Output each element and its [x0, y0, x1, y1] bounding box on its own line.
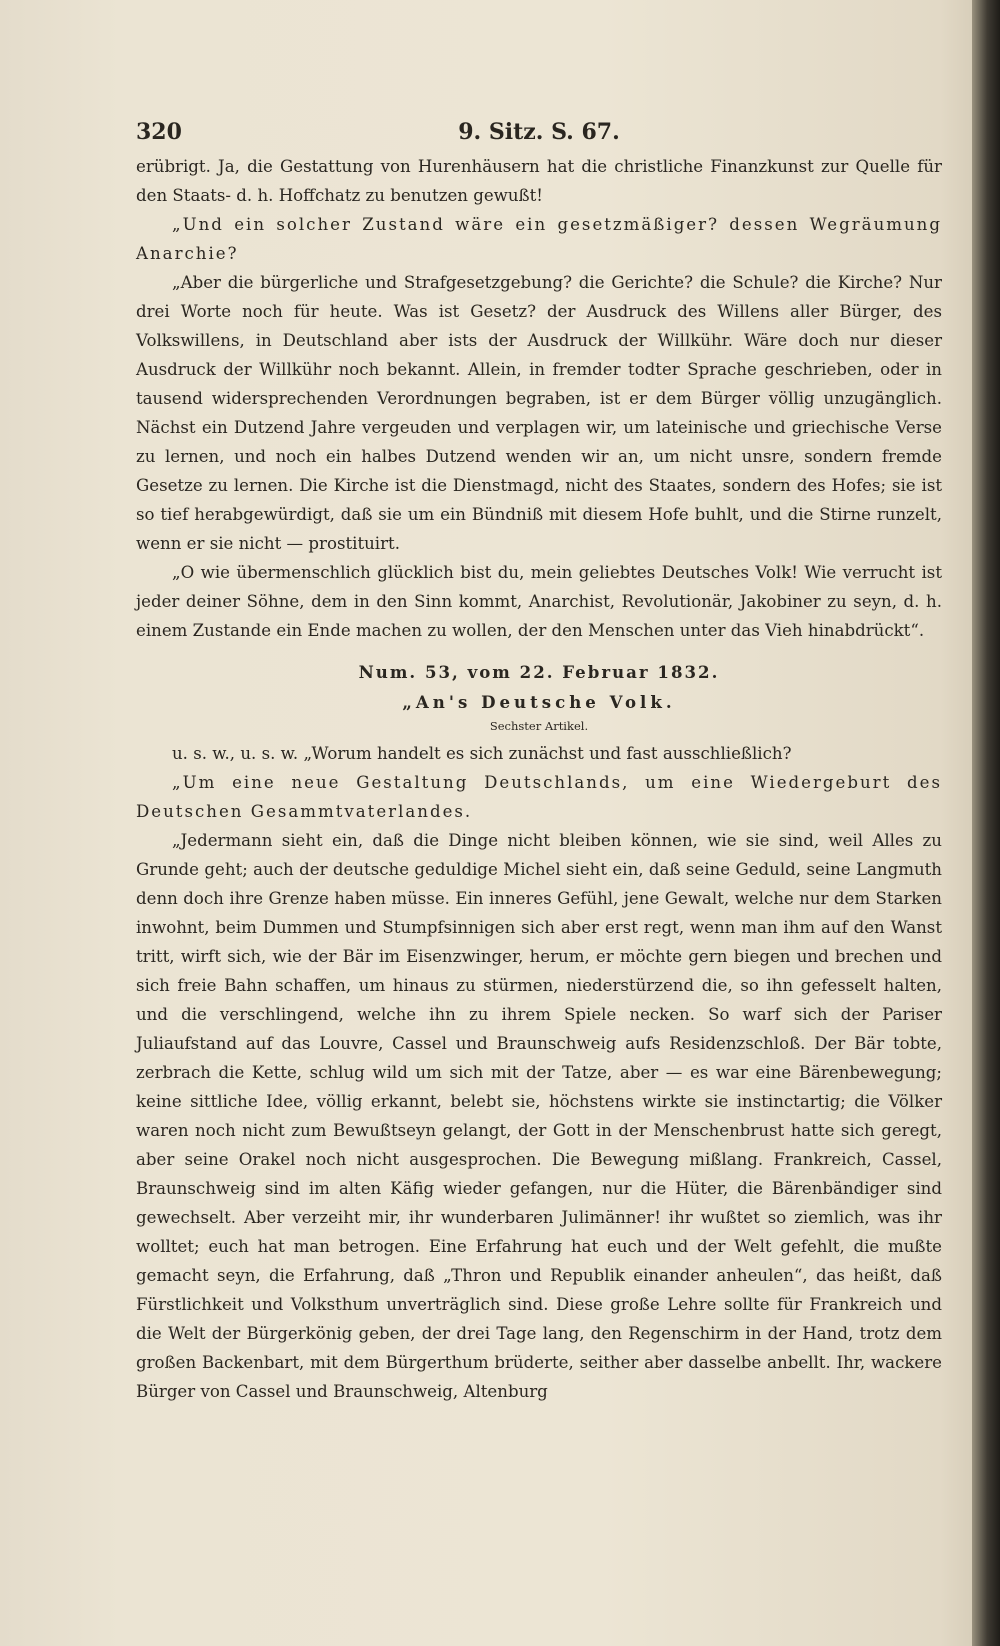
- running-head: [136, 112, 942, 152]
- paragraph: „Aber die bürgerliche und Strafgesetzgebung? die Gerichte? die Schule? die Kirche? Nur drei Worte noch für heute. Was ist Gesetz? der Ausdruck des Willens aller Bürger, des Volkswillens, in Deutschland aber ists der Ausdruck der Willkühr. Wäre doch nur dieser Ausdruck der Willkühr noch bekannt. Allein, in fremder todter Sprache geschrieben, oder in tausend widersprechenden Verordnungen begraben, ist er dem Bürger völlig unzugänglich. Nächst ein Dutzend Jahre vergeuden und verplagen wir, um lateinische und griechische Verse zu lernen, und noch ein halbes Dutzend wenden wir an, um nicht unsre, sondern fremde Gesetze zu lernen. Die Kirche ist die Dienstmagd, nicht des Staates, sondern des Hofes; sie ist so tief herabgewürdigt, daß sie um ein Bündniß mit diesem Hofe buhlt, und die Stirne runzelt, wenn er sie nicht — prostituirt.: [136, 273, 942, 553]
- paragraph: „Jedermann sieht ein, daß die Dinge nicht bleiben können, wie sie sind, weil Alles zu Grunde geht; auch der deutsche geduldige Michel sieht ein, daß seine Geduld, seine Langmuth denn doch ihre Grenze haben müsse. Ein inneres Gefühl, jene Gewalt, welche nur dem Starken inwohnt, beim Dummen und Stumpfsinnigen sich aber erst regt, wenn man ihm auf den Wanst tritt, wirft sich, wie der Bär im Eisenzwinger, herum, er möchte gern biegen und brechen und sich freie Bahn schaffen, um hinaus zu stürmen, niederstürzend die, so ihn gefesselt halten, und die verschlingend, welche ihn zu ihrem Spiele necken. So warf sich der Pariser Juliaufstand auf das Louvre, Cassel und Braunschweig aufs Residenzschloß. Der Bär tobte, zerbrach die Kette, schlug wild um sich mit der Tatze, aber — es war eine Bärenbewegung; keine sittliche Idee, völlig erkannt, belebt sie, höchstens wirkte sie instinctartig; die Völker waren noch nicht zum Bewußtseyn gelangt, der Gott in der Menschenbrust hatte sich geregt, aber seine Orakel noch nicht ausgesprochen. Die Bewegung mißlang. Frankreich, Cassel, Braunschweig sind im alten Käfig wieder gefangen, nur die Hüter, die Bärenbändiger sind gewechselt. Aber verzeiht mir, ihr wunderbaren Julimänner! ihr wußtet so ziemlich, was ihr wolltet; euch hat man betrogen. Eine Erfahrung hat euch und der Welt gefehlt, die mußte gemacht seyn, die Erfahrung, daß „Thron und Republik einander anheulen“, das heißt, daß Fürstlichkeit und Volksthum unverträglich sind. Diese große Lehre sollte für Frankreich und die Welt der Bürgerkönig geben, der drei Tage lang, den Regenschirm in der Hand, trotz dem großen Backenbart, mit dem Bürgerthum brüderte, seither aber dasselbe anbellt. Ihr, wackere Bürger von Cassel und Braunschweig, Altenburg: [136, 831, 942, 1401]
- paragraph: erübrigt. Ja, die Gestattung von Hurenhäusern hat die christliche Finanzkunst zur Quelle für den Staats- d. h. Hoffchatz zu benutzen gewußt!: [136, 157, 942, 205]
- running-title: 9. Sitz. S. 67.: [458, 119, 620, 145]
- paragraph: u. s. w., u. s. w. „Worum handelt es sich zunächst und fast ausschließlich?: [172, 744, 792, 763]
- article-title: „An's Deutsche Volk.: [402, 692, 676, 712]
- paragraph: „O wie übermenschlich glücklich bist du, mein geliebtes Deutsches Volk! Wie verrucht ist jeder deiner Söhne, dem in den Sinn kommt, Anarchist, Revolutionär, Jakobiner zu seyn, d. h. einem Zustande ein Ende machen zu wollen, der den Menschen unter das Vieh hinabdrückt“.: [136, 563, 942, 640]
- paragraph: „Und ein solcher Zustand wäre ein gesetzmäßiger? dessen Wegräumung Anarchie?: [136, 215, 942, 263]
- article-number-line: Num. 53, vom 22. Februar 1832.: [358, 662, 720, 682]
- page-content: [136, 112, 942, 1406]
- paragraph: „Um eine neue Gestaltung Deutschlands, um eine Wiedergeburt des Deutschen Gesammtvaterlandes.: [136, 773, 942, 821]
- page-number: 320: [136, 119, 182, 145]
- article-subtitle: Sechster Artikel.: [489, 719, 589, 733]
- book-spine-edge: [972, 0, 1000, 1646]
